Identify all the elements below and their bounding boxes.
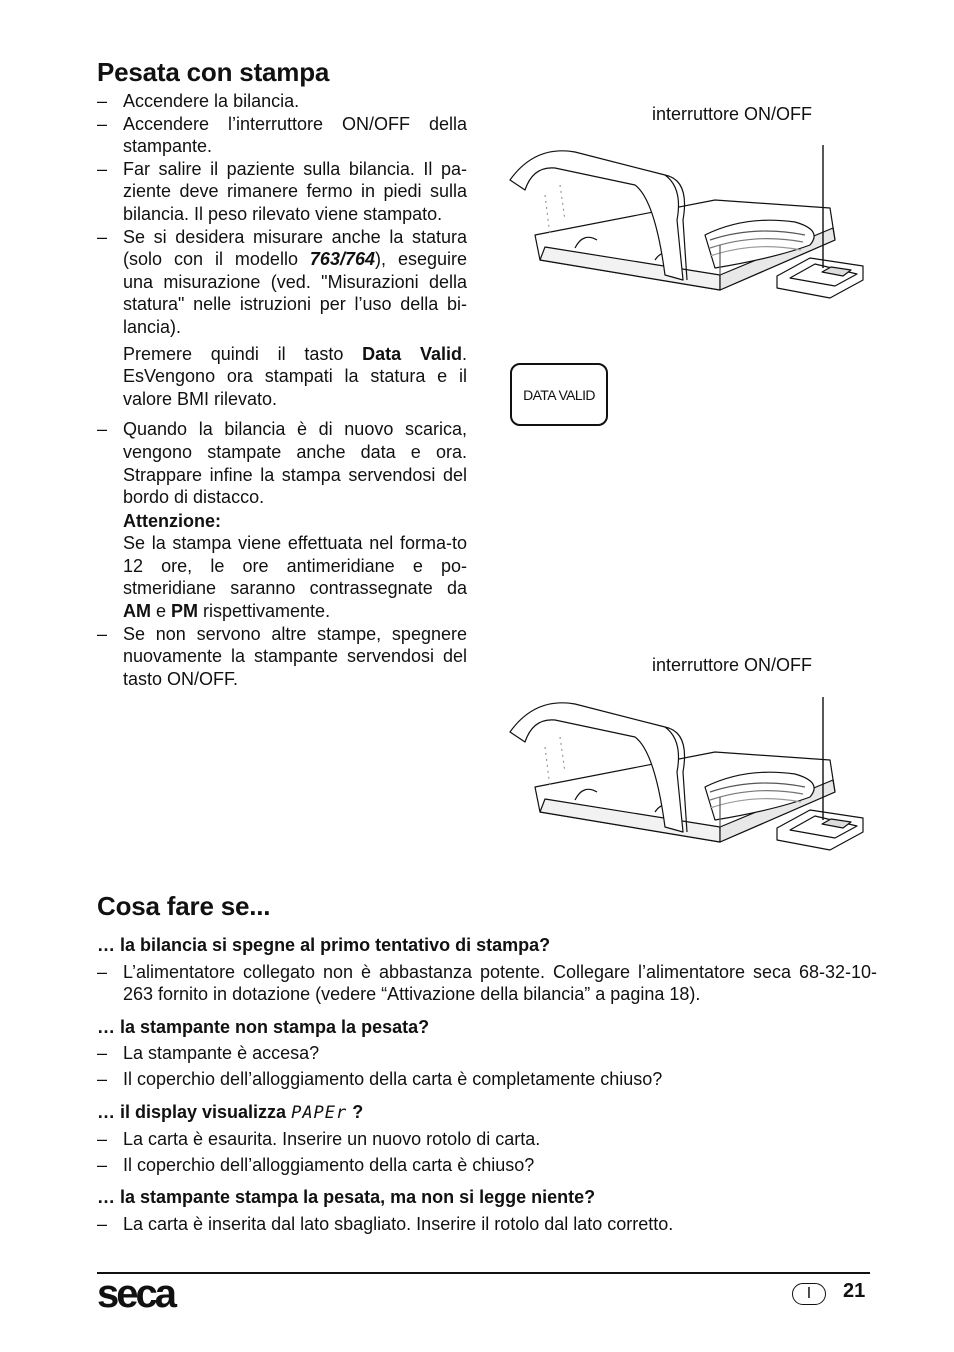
attention-label [97,510,467,533]
question-text: ? [347,1101,364,1122]
list-item-text: Il coperchio dell’alloggiamento della carta è chiuso? [123,1154,535,1175]
question: … la bilancia si spegne al primo tentativo di stampa? [97,935,551,955]
key-name: Data Valid [362,343,462,364]
list-item [97,1068,877,1091]
list-item-text: La carta è esaurita. Inserire un nuovo rotolo di carta. [123,1129,541,1150]
section-title-troubleshooting: Cosa fare se... [97,891,271,921]
list-item-text: ), eseguire una misurazione (ved. "Misurazioni della statura" nelle istruzioni per l’uso della bi-lancia). [123,249,468,337]
list-item [97,1128,877,1151]
dash: – [97,623,108,644]
paragraph-text: . EsVengono ora stampati la statura e il valore BMI rilevato. [123,343,467,409]
dash: – [97,226,108,247]
list-item [97,1213,877,1236]
paragraph-text: rispettivamente. [198,601,331,622]
am-label: AM [123,601,151,622]
dash: – [97,113,108,134]
paragraph-text: Premere quindi il tasto [123,343,363,364]
list-item-text: Il coperchio dell’alloggiamento della carta è completamente chiuso? [123,1068,663,1089]
dash: – [97,91,108,111]
list-item-text: Far salire il paziente sulla bilancia. Il pa-ziente deve rimanere fermo in piedi sulla bilancia. Il peso rilevato viene stampato. [123,158,467,224]
dash: – [97,158,108,179]
section-title-printing: Pesata con stampa [97,57,330,87]
printer-illustration-bottom [505,692,870,852]
list-item [97,418,467,508]
list-item [97,226,467,339]
list-item [97,1042,877,1065]
seca-logo: seca [97,1272,174,1316]
attention-heading: Attenzione: [123,510,221,531]
list-item-text: Se non servono altre stampe, spegnere nuovamente la stampante servendosi del tasto ON/OFF. [123,623,467,689]
footer-rule [97,1272,870,1274]
switch-label-top: interruttore ON/OFF [652,104,813,124]
data-valid-key-icon: DATA VALID [510,363,608,426]
display-paper-readout: PAPEr [291,1102,348,1123]
switch-label-bottom: interruttore ON/OFF [652,655,813,675]
press-data-valid-paragraph [97,343,467,411]
dash: – [97,1068,108,1089]
language-badge: I [792,1283,826,1305]
printing-instructions [97,90,467,690]
list-item-text: Accendere la bilancia. [123,91,300,111]
attention-text [97,532,467,622]
question-text: … il display visualizza [97,1101,292,1122]
dash: – [97,1129,108,1150]
list-item [97,961,877,1006]
dash: – [97,1043,108,1064]
list-item-text: La carta è inserita dal lato sbagliato. Inserire il rotolo dal lato corretto. [123,1213,674,1234]
dash: – [97,1213,108,1234]
paragraph-text: Se la stampa viene effettuata nel forma-to 12 ore, le ore antimeridiane e po-stmeridiane saranno contrassegnate da [123,533,467,599]
dash: – [97,419,108,440]
list-item-text: Accendere l’interruttore ON/OFF della stampante. [123,113,467,157]
list-item-text: La stampante è accesa? [123,1043,320,1064]
dash: – [97,961,108,982]
list-item [97,158,467,226]
question: … la stampante stampa la pesata, ma non si legge niente? [97,1187,596,1208]
question [97,1101,877,1125]
list-item-text: Se si desidera misurare anche la statura (solo con il modello [123,226,467,270]
dash: – [97,1154,108,1175]
list-item-text: Quando la bilancia è di nuovo scarica, vengono stampate anche data e ora. Strappare infine la stampa servendosi del bordo di distacco. [123,419,467,508]
question: … la stampante non stampa la pesata? [97,1016,430,1037]
troubleshooting-list [97,934,877,1236]
list-item [97,623,467,691]
paragraph-text: e [151,601,172,622]
list-item [97,90,467,113]
list-item-text: L’alimentatore collegato non è abbastanza potente. Collegare l’alimentatore seca 68-32-10-263 fornito in dotazione (vedere “Attivazione della bilancia” a pagina 18). [123,961,877,1005]
printer-illustration-top [505,140,870,300]
list-item [97,113,467,158]
list-item [97,1154,877,1177]
model-number: 763/764 [309,249,375,270]
page-number: 21 [843,1280,866,1302]
pm-label: PM [171,601,199,622]
